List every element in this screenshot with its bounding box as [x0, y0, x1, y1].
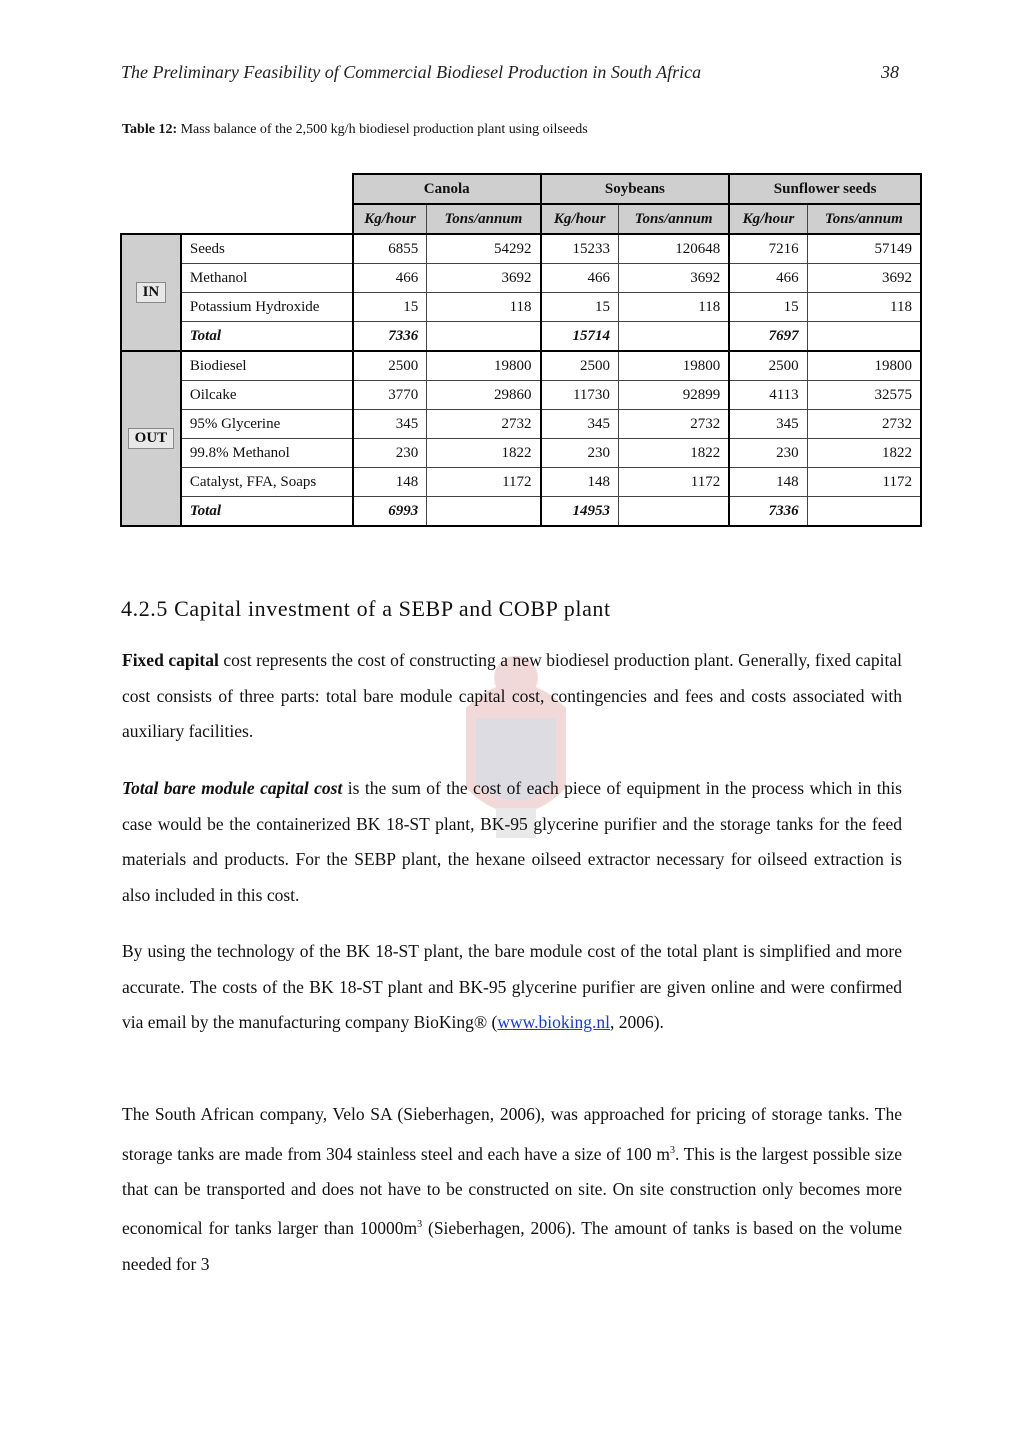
row-name: Potassium Hydroxide	[181, 293, 353, 322]
table-group-header-row	[121, 174, 921, 204]
table-row	[121, 351, 921, 381]
table-subheader-row	[121, 204, 921, 234]
table-cell: 230	[541, 439, 619, 468]
paragraph-bare-module	[122, 771, 902, 913]
table-cell: 57149	[807, 234, 921, 264]
paragraph-text: By using the technology of the BK 18-ST plant, the bare module cost of the total plant is simplified and more accurate. The costs of the BK 18-ST plant and BK-95 glycerine purifier are given online and were confirmed via email by the manufacturing company BioKing® (	[122, 941, 902, 1032]
table-cell: 230	[729, 439, 807, 468]
table-group-header: Sunflower seeds	[729, 174, 921, 204]
row-name: Methanol	[181, 264, 353, 293]
table-cell: 4113	[729, 381, 807, 410]
table-cell	[427, 497, 541, 527]
table-cell: 148	[541, 468, 619, 497]
table-caption-text: Mass balance of the 2,500 kg/h biodiesel production plant using oilseeds	[180, 122, 588, 137]
table-row	[121, 234, 921, 264]
row-name: Seeds	[181, 234, 353, 264]
table-cell: 1822	[807, 439, 921, 468]
table-cell: 3692	[807, 264, 921, 293]
table-row	[121, 497, 921, 527]
paragraph-technology	[122, 934, 902, 1041]
section-heading: 4.2.5 Capital investment of a SEBP and COBP plant	[121, 596, 611, 621]
table-cell: 230	[353, 439, 427, 468]
table-cell: 1822	[427, 439, 541, 468]
mass-balance-table	[120, 173, 922, 527]
table-cell: 54292	[427, 234, 541, 264]
table-cell: 466	[729, 264, 807, 293]
table-cell: 118	[807, 293, 921, 322]
table-subheader: Tons/annum	[618, 204, 729, 234]
table-cell: 32575	[807, 381, 921, 410]
table-cell: 15	[541, 293, 619, 322]
table-subheader: Kg/hour	[729, 204, 807, 234]
running-header	[121, 62, 901, 83]
term-total-bare-module: Total bare module capital cost	[122, 778, 343, 798]
table-cell: 15	[729, 293, 807, 322]
row-name: Catalyst, FFA, Soaps	[181, 468, 353, 497]
table-cell: 2732	[807, 410, 921, 439]
table-cell: 15714	[541, 322, 619, 352]
table-cell: 148	[729, 468, 807, 497]
table-cell: 19800	[618, 351, 729, 381]
in-group-cell	[121, 234, 181, 351]
table-cell	[807, 322, 921, 352]
row-name: 99.8% Methanol	[181, 439, 353, 468]
out-label: OUT	[128, 428, 175, 449]
document-title: The Preliminary Feasibility of Commercial Biodiesel Production in South Africa	[121, 62, 702, 82]
table-cell: 19800	[807, 351, 921, 381]
table-cell: 3770	[353, 381, 427, 410]
table-cell: 6993	[353, 497, 427, 527]
table-cell: 2732	[427, 410, 541, 439]
table-row	[121, 264, 921, 293]
term-fixed-capital: Fixed capital	[122, 650, 219, 670]
table-cell: 6855	[353, 234, 427, 264]
paragraph-text: (Sieberhagen, 2006). The amount of tanks is based on the volume needed for 3	[122, 1218, 903, 1274]
paragraph-text: is the sum of the cost of each piece of equipment in the process which in this case would be the containerized BK 18-ST plant, BK-95 glycerine purifier and the storage tanks for the feed materials and products. For the SEBP plant, the hexane oilseed extractor necessary for oilseed extraction is also included in this cost.	[122, 778, 902, 905]
bioking-link[interactable]: www.bioking.nl	[497, 1012, 610, 1032]
page-number: 38	[881, 62, 899, 82]
table-cell	[427, 322, 541, 352]
table-cell: 1172	[807, 468, 921, 497]
table-row	[121, 293, 921, 322]
row-name: Biodiesel	[181, 351, 353, 381]
table-cell: 11730	[541, 381, 619, 410]
table-cell: 1822	[618, 439, 729, 468]
paragraph-text-end: , 2006).	[609, 1012, 664, 1032]
table-row	[121, 381, 921, 410]
table-cell: 345	[729, 410, 807, 439]
table-cell: 7216	[729, 234, 807, 264]
table-corner	[121, 204, 353, 234]
table-cell: 2500	[541, 351, 619, 381]
table-cell: 3692	[618, 264, 729, 293]
table-group-header: Soybeans	[541, 174, 730, 204]
table-cell: 7697	[729, 322, 807, 352]
superscript: 3	[669, 1144, 675, 1156]
table-cell: 7336	[729, 497, 807, 527]
row-name: 95% Glycerine	[181, 410, 353, 439]
table-cell: 118	[427, 293, 541, 322]
paragraph-text: . This is the largest possible size that can be transported and does not have to be constructed on site. On site construction only becomes more economical for tanks larger than 10000m	[122, 1143, 902, 1239]
table-cell: 15233	[541, 234, 619, 264]
table-cell: 148	[353, 468, 427, 497]
out-group-cell	[121, 351, 181, 526]
table-cell: 92899	[618, 381, 729, 410]
table-caption	[122, 122, 588, 138]
table-cell: 3692	[427, 264, 541, 293]
table-cell: 7336	[353, 322, 427, 352]
table-cell: 2500	[353, 351, 427, 381]
table-cell: 345	[541, 410, 619, 439]
paragraph-storage-tanks	[122, 1097, 902, 1282]
table-row	[121, 410, 921, 439]
row-name: Oilcake	[181, 381, 353, 410]
table-subheader: Tons/annum	[807, 204, 921, 234]
table-corner	[121, 174, 353, 204]
table-cell: 118	[618, 293, 729, 322]
table-cell: 466	[541, 264, 619, 293]
table-cell: 120648	[618, 234, 729, 264]
table-row	[121, 322, 921, 352]
table-row	[121, 439, 921, 468]
table-cell: 2500	[729, 351, 807, 381]
table-row	[121, 468, 921, 497]
table-cell: 345	[353, 410, 427, 439]
table-cell: 14953	[541, 497, 619, 527]
table-cell	[618, 497, 729, 527]
table-cell: 1172	[427, 468, 541, 497]
table-cell: 19800	[427, 351, 541, 381]
table-group-header: Canola	[353, 174, 541, 204]
paragraph-text: cost represents the cost of constructing a new biodiesel production plant. Generally, fixed capital cost consists of three parts: total bare module capital cost, contingencies and fees and costs associated with auxiliary facilities.	[122, 650, 902, 741]
table-cell: 466	[353, 264, 427, 293]
table-cell: 2732	[618, 410, 729, 439]
paragraph-fixed-capital	[122, 643, 902, 750]
table-subheader: Kg/hour	[541, 204, 619, 234]
table-subheader: Kg/hour	[353, 204, 427, 234]
table-cell	[807, 497, 921, 527]
table-caption-label: Table 12:	[122, 122, 178, 137]
superscript: 3	[417, 1219, 423, 1231]
row-name: Total	[181, 322, 353, 352]
paragraph-text: The South African company, Velo SA (Sieberhagen, 2006), was approached for pricing of storage tanks. The storage tanks are made from 304 stainless steel and each have a size of 100 m	[122, 1104, 902, 1164]
row-name: Total	[181, 497, 353, 527]
table-cell	[618, 322, 729, 352]
in-label: IN	[136, 282, 167, 303]
table-subheader: Tons/annum	[427, 204, 541, 234]
table-cell: 15	[353, 293, 427, 322]
table-cell: 1172	[618, 468, 729, 497]
table-cell: 29860	[427, 381, 541, 410]
